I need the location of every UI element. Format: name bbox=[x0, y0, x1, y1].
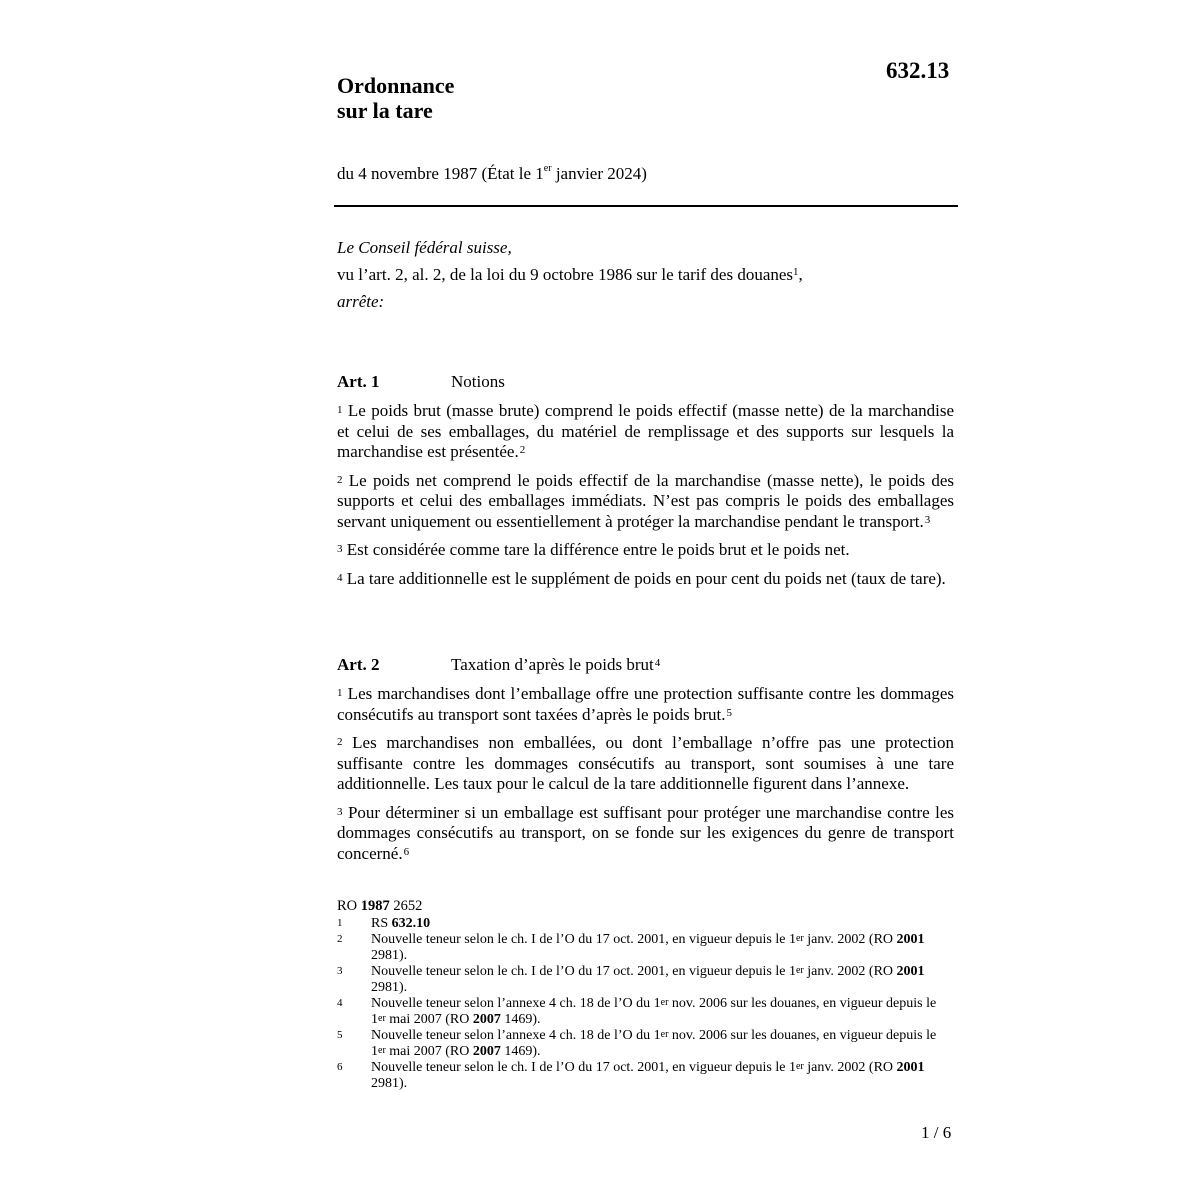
footnote-ref[interactable]: 2 bbox=[519, 444, 526, 456]
footnote-ref[interactable]: 4 bbox=[654, 657, 661, 669]
footnote-number: 4 bbox=[337, 997, 343, 1009]
paragraph-number: 1 bbox=[337, 404, 343, 416]
footnote-number: 6 bbox=[337, 1061, 343, 1073]
footnotes bbox=[337, 916, 949, 1092]
footnote-number: 3 bbox=[337, 965, 343, 977]
document-title bbox=[337, 73, 454, 123]
footnote-text bbox=[371, 932, 949, 964]
paragraph-number: 4 bbox=[337, 571, 343, 584]
paragraph-text: Le poids net comprend le poids effectif de la marchandise (masse nette), le poids des supports et celui des emballages immédiats. N’est pas compris le poids des emballages servant uniquement ou essentiellement à protéger la marchandise pendant le transport. bbox=[337, 470, 954, 531]
article-number: Art. 2 bbox=[337, 655, 380, 674]
footnote-text bbox=[371, 964, 949, 996]
footnote-text-part: 1469). bbox=[500, 1012, 541, 1027]
paragraph bbox=[337, 733, 954, 795]
footnote-text-part: 2001 bbox=[896, 932, 925, 947]
paragraph-text: Pour déterminer si un emballage est suffisant pour protéger une marchandise contre les dommages consécutifs au transport, on se fonde sur les exigences du genre de transport concerné. bbox=[337, 802, 954, 863]
article-1 bbox=[337, 371, 954, 589]
footnote-text-part: Nouvelle teneur selon l’annexe 4 ch. 18 de l’O du 1 bbox=[371, 1028, 661, 1043]
footnote-text-part: er bbox=[660, 1029, 669, 1040]
footnote-text-part: er bbox=[378, 1045, 386, 1056]
footnote-ref[interactable]: 3 bbox=[924, 513, 931, 526]
footnote-number: 1 bbox=[337, 917, 343, 929]
paragraph bbox=[337, 803, 954, 865]
preamble-basis bbox=[337, 261, 957, 288]
preamble-basis-text: vu l’art. 2, al. 2, de la loi du 9 octobre 1986 sur le tarif des douanes bbox=[337, 265, 794, 284]
paragraph-number: 3 bbox=[337, 805, 343, 818]
paragraph-text: Est considérée comme tare la différence entre le poids brut et le poids net. bbox=[342, 540, 850, 559]
footnote bbox=[337, 964, 949, 996]
footnote-text bbox=[371, 1060, 949, 1092]
ro-prefix: RO bbox=[337, 898, 361, 914]
footnote-text-part: mai 2007 (RO bbox=[385, 1012, 473, 1027]
footnote bbox=[337, 932, 949, 964]
article-title: Notions bbox=[451, 372, 505, 391]
footnote-text bbox=[371, 996, 949, 1028]
footnote-text-part: er bbox=[795, 933, 804, 944]
footnote-text-part: 2001 bbox=[896, 1060, 925, 1075]
footnote-text bbox=[371, 1028, 949, 1060]
preamble-decree: arrête: bbox=[337, 292, 385, 311]
ro-year: 1987 bbox=[360, 898, 390, 914]
footnote-text-part: janv. 2002 (RO bbox=[803, 964, 897, 979]
footnote-text-part: janv. 2002 (RO bbox=[803, 1060, 897, 1075]
date-prefix: du 4 novembre 1987 (État le 1 bbox=[337, 164, 544, 183]
paragraph-text: La tare additionnelle est le supplément de poids en pour cent du poids net (taux de tare). bbox=[342, 568, 946, 588]
header-rule bbox=[334, 205, 958, 207]
footnote-text-part: nov. 2006 sur les douanes, en vigueur depuis le 1 bbox=[371, 996, 937, 1027]
footnote-text-part: 632.10 bbox=[391, 916, 431, 931]
paragraph-number: 2 bbox=[337, 473, 343, 486]
article-heading bbox=[337, 371, 954, 393]
footnote-text bbox=[371, 916, 949, 932]
footnote-number: 2 bbox=[337, 933, 343, 945]
footnote-text-part: 2981). bbox=[371, 1076, 408, 1091]
paragraph bbox=[337, 471, 954, 533]
footnote bbox=[337, 996, 949, 1028]
footnote-text-part: 2007 bbox=[472, 1012, 501, 1027]
title-line-2: sur la tare bbox=[337, 98, 433, 123]
footnote-text-part: 2981). bbox=[371, 980, 408, 995]
preamble bbox=[337, 234, 957, 315]
footnote-text-part: 1469). bbox=[500, 1044, 541, 1059]
paragraph-text: Les marchandises dont l’emballage offre une protection suffisante contre les dommages consécutifs au transport sont taxées d’après le poids brut. bbox=[337, 684, 954, 724]
footnote-text-part: er bbox=[795, 1061, 804, 1072]
article-number: Art. 1 bbox=[337, 372, 380, 391]
footnote-text-part: Nouvelle teneur selon l’annexe 4 ch. 18 de l’O du 1 bbox=[371, 996, 661, 1011]
preamble-authority: Le Conseil fédéral suisse, bbox=[337, 238, 512, 257]
footnote-text-part: Nouvelle teneur selon le ch. I de l’O du 17 oct. 2001, en vigueur depuis le 1 bbox=[371, 1060, 796, 1075]
paragraph bbox=[337, 684, 954, 725]
footnote-text-part: 2981). bbox=[371, 948, 408, 963]
preamble-basis-end: , bbox=[798, 265, 803, 284]
page-number: 1 / 6 bbox=[921, 1123, 952, 1142]
footnote-text-part: nov. 2006 sur les douanes, en vigueur depuis le 1 bbox=[371, 1028, 937, 1059]
paragraph bbox=[337, 401, 954, 463]
footnote-ref[interactable]: 5 bbox=[726, 706, 733, 719]
footnote-text-part: er bbox=[378, 1013, 386, 1024]
document-date bbox=[337, 164, 647, 184]
footnote-ref[interactable]: 6 bbox=[403, 845, 410, 858]
date-sup: er bbox=[543, 163, 552, 174]
paragraph-number: 1 bbox=[337, 687, 343, 699]
rs-number: 632.13 bbox=[886, 58, 950, 83]
title-line-1: Ordonnance bbox=[337, 73, 455, 98]
footnote-text-part: 2007 bbox=[472, 1044, 501, 1059]
paragraph-text: Le poids brut (masse brute) comprend le poids effectif (masse nette) de la marchandise et celui de ses emballages, du matériel de remplissage et des supports sur lesquels la marchandise est présentée. bbox=[337, 401, 954, 461]
footnote-ref[interactable]: 1 bbox=[793, 266, 799, 278]
footnote-text-part: RS bbox=[371, 916, 392, 931]
paragraph bbox=[337, 540, 954, 561]
footnote bbox=[337, 1028, 949, 1060]
footnote-text-part: janv. 2002 (RO bbox=[803, 932, 897, 947]
footnote-text-part: mai 2007 (RO bbox=[385, 1044, 473, 1059]
footnote-text-part: er bbox=[660, 997, 669, 1008]
footnote-text-part: Nouvelle teneur selon le ch. I de l’O du 17 oct. 2001, en vigueur depuis le 1 bbox=[371, 932, 796, 947]
paragraph-number: 3 bbox=[337, 543, 343, 555]
article-title: Taxation d’après le poids brut bbox=[451, 655, 654, 674]
footnote-text-part: er bbox=[795, 965, 804, 976]
date-suffix: janvier 2024) bbox=[551, 164, 647, 183]
paragraph bbox=[337, 569, 954, 590]
article-2 bbox=[337, 654, 954, 864]
footnote bbox=[337, 916, 949, 932]
article-heading bbox=[337, 654, 954, 676]
footnote-text-part: 2001 bbox=[896, 964, 925, 979]
footnote-number: 5 bbox=[337, 1029, 343, 1041]
ro-page: 2652 bbox=[389, 898, 423, 914]
footnote bbox=[337, 1060, 949, 1092]
paragraph-text: Les marchandises non emballées, ou dont l’emballage n’offre pas une protection suffisante contre les dommages consécutifs au transport, sont soumises à une tare additionnelle. Les taux pour le calcul de la tare additionnelle figurent dans l’annexe. bbox=[337, 733, 954, 793]
paragraph-number: 2 bbox=[337, 736, 343, 748]
ro-reference bbox=[337, 898, 422, 915]
footnote-text-part: Nouvelle teneur selon le ch. I de l’O du 17 oct. 2001, en vigueur depuis le 1 bbox=[371, 964, 796, 979]
